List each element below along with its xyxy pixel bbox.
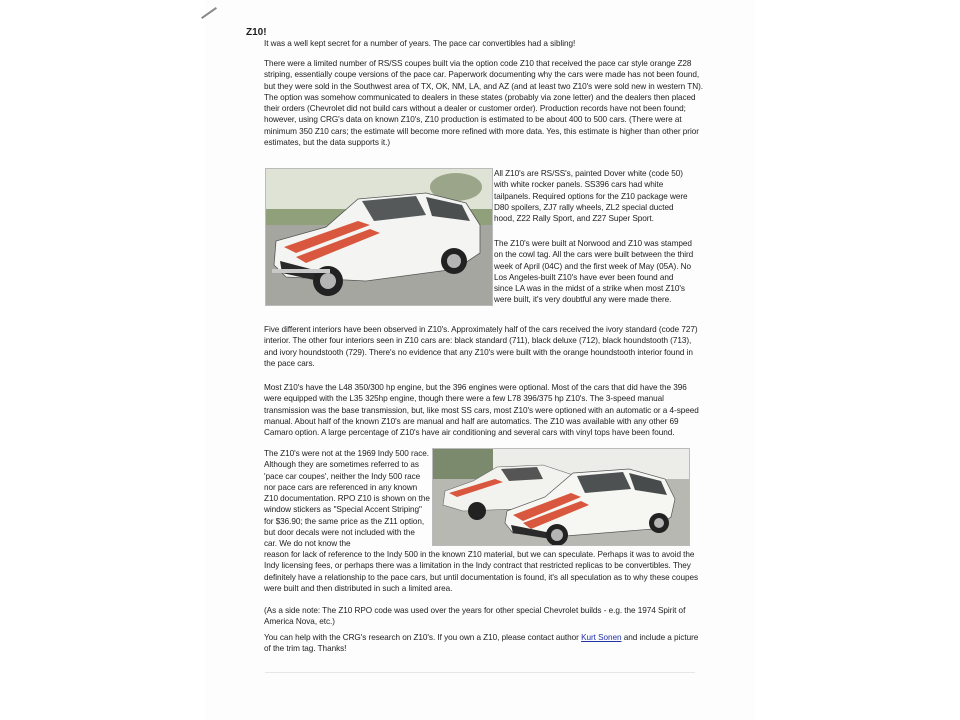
indy-continued-paragraph: reason for lack of reference to the Indy 500 in the known Z10 material, but we can speculate. Perhaps it was to avoid the Indy licensing fees, or perhaps there was a limitation in the Indy contract that restricted replicas to be convertibles. They definitely have a relationship to the pace cars, but until documentation is found, it's all speculation as to why these coupes were built and then distributed in such a limited area. <box>264 550 699 593</box>
intro-paragraph: It was a well kept secret for a number of years. The pace car convertibles had a sibling! <box>264 39 576 48</box>
norwood-paragraph: The Z10's were built at Norwood and Z10 was stamped on the cowl tag. All the cars were built between the third week of April (04C) and the first week of May (05A). No Los Angeles-built Z10's have ever been found and since LA was in the midst of a strike when most Z10's were built, it's very doubtful any were made there. <box>494 239 694 305</box>
limited-production-paragraph: There were a limited number of RS/SS coupes built via the option code Z10 that received the pace car style orange Z28 striping, essentially coupe versions of the pace car. Paperwork documenting why the cars were made has not been found, but they were sold in the Southwest area of TX, OK, NM, LA, and AZ (and at least two Z10's were sold new in western TN). The option was somehow communicated to dealers in these states (probably via zone letter) and the dealers then placed their orders (Chevrolet did not build cars without a dealer or customer order). Production records have not been found; however, using CRG's data on known Z10's, Z10 production is estimated to be about 400 to 500 cars. (There were at minimum 350 Z10 cars; the estimate will become more refined with more data. Yes, this estimate is higher than other prior estimates, but the data supports it.) <box>264 59 703 148</box>
page-bottom-rule <box>265 672 695 673</box>
help-text-before: You can help with the CRG's research on Z10's. If you own a Z10, please contact author <box>264 633 582 642</box>
engines-paragraph: Most Z10's have the L48 350/300 hp engine, but the 396 engines were optional. Most of the cars that did have the 396 were equipped with the L35 325hp engine, though there were a few L78 396/375 hp Z10's. The 3-speed manual transmission was the base transmission, but, like most SS cars, most Z10's were optioned with an automatic or a 4-speed manual. About half of the known Z10's are manual and half are automatics. The Z10 was available with any other 69 Camaro option. A large percentage of Z10's have air conditioning and several cars with vinyl tops have been found. <box>264 383 699 438</box>
page-title: Z10! <box>246 27 267 38</box>
side-note-paragraph: (As a side note: The Z10 RPO code was used over the years for other special Chevrolet builds - e.g. the 1974 Spirit of America Nova, etc.) <box>264 606 686 627</box>
author-link[interactable]: Kurt Sonen <box>581 633 622 642</box>
z10-coupe-photo <box>265 168 493 306</box>
two-z10-coupes-photo <box>432 448 690 546</box>
indy-paragraph: The Z10's were not at the 1969 Indy 500 race. Although they are sometimes referred to as 'pace car coupes', neither the Indy 500 race nor pace cars are referenced in any known Z10 documentation. RPO Z10 is shown on the window stickers as "Special Accent Striping" for $36.90; the same price as the Z11 option, but door decals were not included with the car. We do not know the <box>264 449 430 549</box>
help-paragraph <box>264 632 704 655</box>
dover-white-paragraph: All Z10's are RS/SS's, painted Dover white (code 50) with white rocker panels. SS396 cars had white tailpanels. Required options for the Z10 package were D80 spoilers, ZJ7 rally wheels, ZL2 special ducted hood, Z22 Rally Sport, and Z27 Super Sport. <box>494 169 688 224</box>
help-text-after: and include a picture of the trim tag. Thanks! <box>264 633 699 654</box>
interiors-paragraph: Five different interiors have been observed in Z10's. Approximately half of the cars received the ivory standard (code 727) interior. The other four interiors seen in Z10 cars are: black standard (711), black deluxe (712), black houndstooth (713), and ivory houndstooth (729). There's no evidence that any Z10's were built with the orange houndstooth interior found in the pace cars. <box>264 325 698 368</box>
